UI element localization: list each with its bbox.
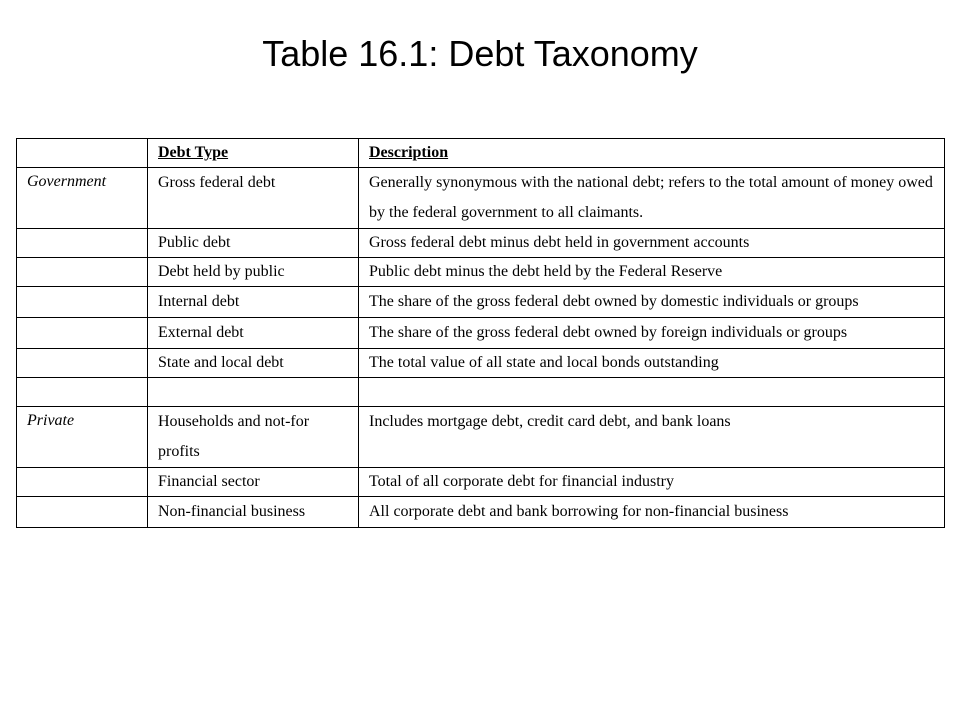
row-category: Government [17, 168, 148, 229]
row-debt-type: Financial sector [148, 468, 359, 497]
row-debt-type: Internal debt [148, 287, 359, 318]
row-category [17, 378, 148, 407]
row-category [17, 258, 148, 287]
row-debt-type: Households and not-for profits [148, 407, 359, 468]
table-row [17, 497, 945, 528]
header-category [17, 139, 148, 168]
table-row [17, 407, 945, 468]
row-debt-type: Debt held by public [148, 258, 359, 287]
row-category [17, 287, 148, 318]
header-debt-type: Debt Type [148, 139, 359, 168]
row-description [359, 378, 945, 407]
table-row [17, 168, 945, 229]
table-row [17, 318, 945, 349]
row-category [17, 318, 148, 349]
row-description: Total of all corporate debt for financial industry [359, 468, 945, 497]
row-category [17, 497, 148, 528]
row-description: Includes mortgage debt, credit card debt, and bank loans [359, 407, 945, 468]
table-row [17, 287, 945, 318]
row-debt-type: State and local debt [148, 349, 359, 378]
row-description: The share of the gross federal debt owned by domestic individuals or groups [359, 287, 945, 318]
row-debt-type: Public debt [148, 229, 359, 258]
row-category [17, 229, 148, 258]
row-description: Gross federal debt minus debt held in government accounts [359, 229, 945, 258]
row-description: The share of the gross federal debt owned by foreign individuals or groups [359, 318, 945, 349]
row-description: The total value of all state and local bonds outstanding [359, 349, 945, 378]
table-row [17, 258, 945, 287]
table-row [17, 229, 945, 258]
debt-taxonomy-table [16, 138, 945, 528]
header-description: Description [359, 139, 945, 168]
row-category [17, 349, 148, 378]
row-description: All corporate debt and bank borrowing for non-financial business [359, 497, 945, 528]
row-description: Generally synonymous with the national debt; refers to the total amount of money owed by the federal government to all claimants. [359, 168, 945, 229]
row-category [17, 468, 148, 497]
row-debt-type: Non-financial business [148, 497, 359, 528]
row-debt-type: Gross federal debt [148, 168, 359, 229]
row-category: Private [17, 407, 148, 468]
page-title: Table 16.1: Debt Taxonomy [262, 33, 698, 74]
table-header-row [17, 139, 945, 168]
table-row [17, 349, 945, 378]
row-description: Public debt minus the debt held by the Federal Reserve [359, 258, 945, 287]
row-debt-type: External debt [148, 318, 359, 349]
table-row [17, 468, 945, 497]
table-row-empty [17, 378, 945, 407]
row-debt-type [148, 378, 359, 407]
